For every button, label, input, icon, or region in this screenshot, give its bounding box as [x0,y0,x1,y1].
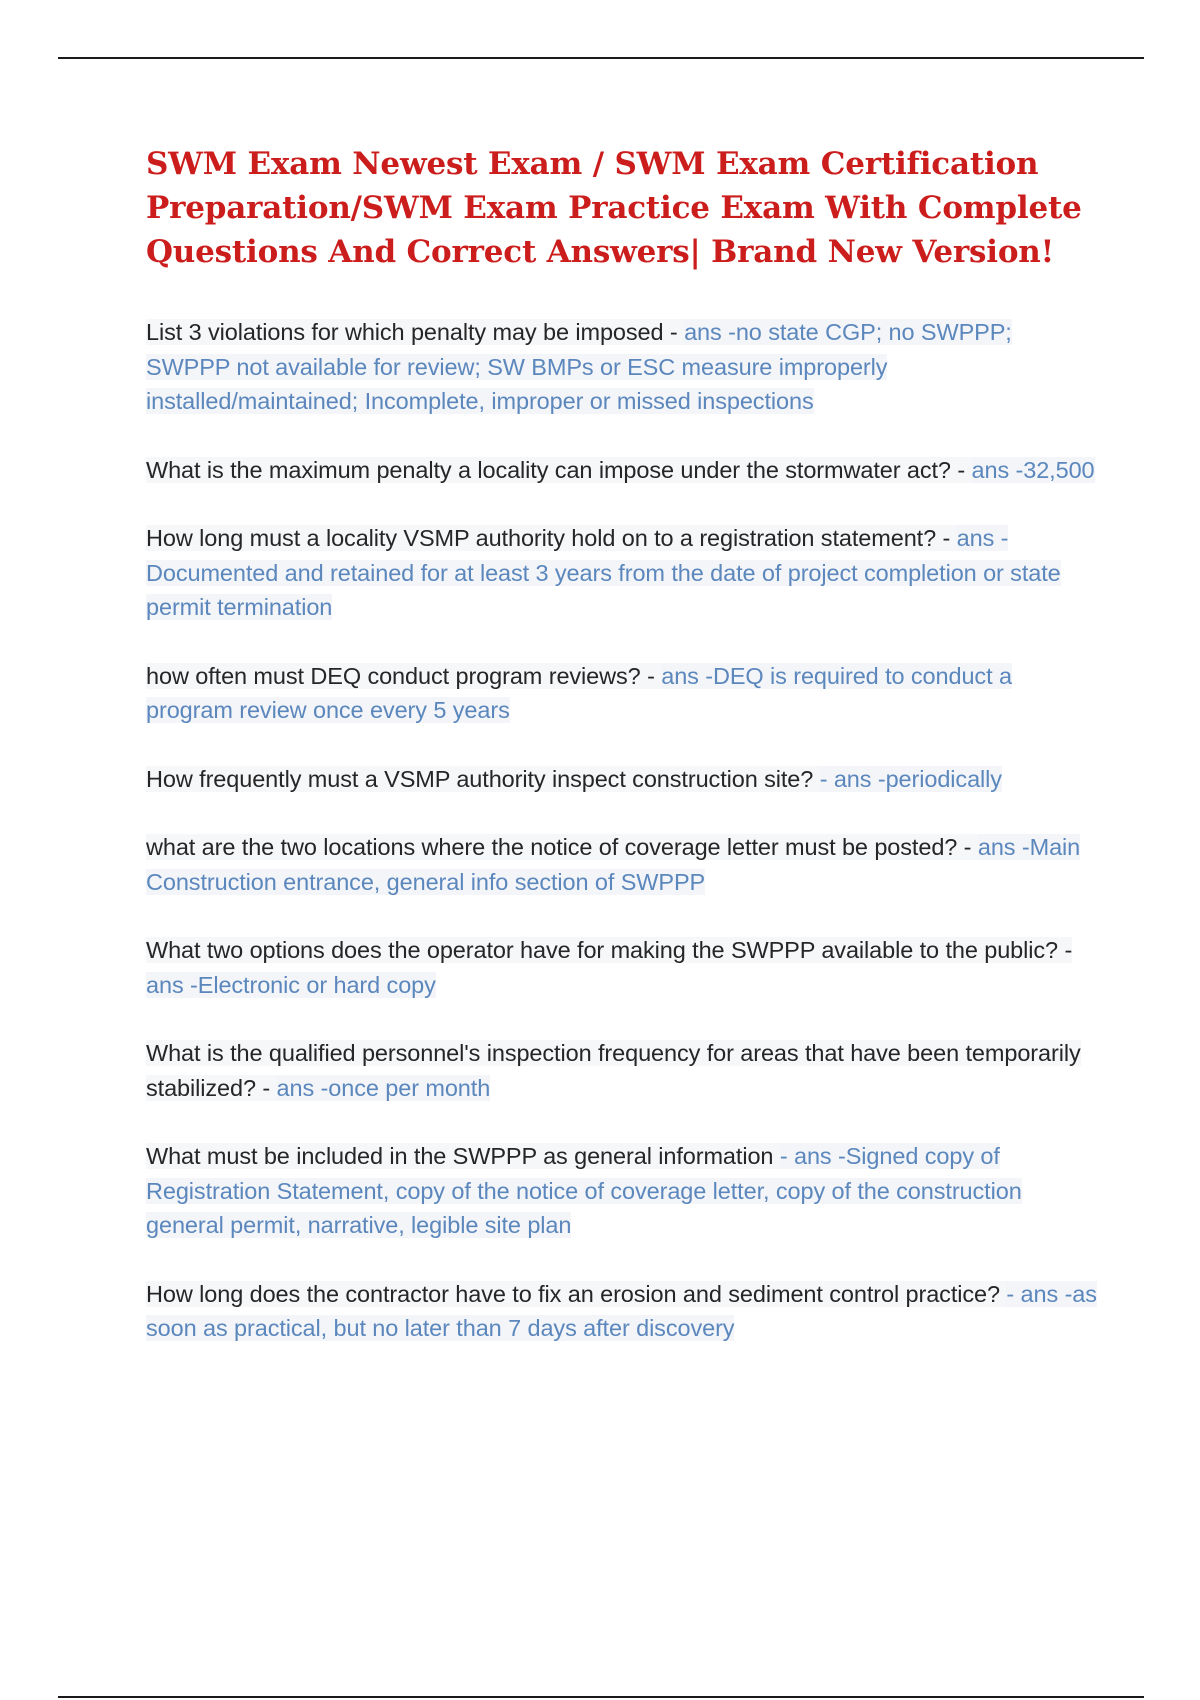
answer-text: ans -DEQ is required to conduct a program review once every 5 years [146,662,1012,723]
header-rule [58,57,1144,59]
answer-text: ans -no state CGP; no SWPPP; SWPPP not available for review; SW BMPs or ESC measure improperly installed/maintained; Incomplete, improper or missed inspections [146,319,1012,414]
question-text: How frequently must a VSMP authority inspect construction site? [146,765,820,792]
qa-item [146,1036,1101,1105]
question-text: How long must a locality VSMP authority hold on to a registration statement? - [146,525,957,551]
qa-item [146,521,1101,625]
document-body [146,142,1101,1380]
qa-item [146,1139,1101,1243]
qa-item [146,453,1101,488]
answer-text: ans -32,500 [971,456,1095,483]
qa-item [146,1277,1101,1346]
answer-text: ans -Electronic or hard copy [146,971,436,998]
question-text: what are the two locations where the notice of coverage letter must be posted? - [146,834,978,860]
qa-item [146,659,1101,728]
question-text: How long does the contractor have to fix an erosion and sediment control practice? [146,1280,1007,1307]
answer-text: ans -Documented and retained for at least 3 years from the date of project completion or state permit termination [146,525,1061,620]
question-text: What must be included in the SWPPP as general information [146,1143,780,1169]
question-text: List 3 violations for which penalty may be imposed - [146,319,685,345]
answer-text: - ans -as soon as practical, but no later than 7 days after discovery [146,1280,1097,1341]
qa-item [146,933,1101,1002]
answer-text: - ans -Signed copy of Registration Statement, copy of the notice of coverage letter, copy of the construction general permit, narrative, legible site plan [146,1143,1022,1238]
document-title: SWM Exam Newest Exam / SWM Exam Certification Preparation/SWM Exam Practice Exam With Complete Questions And Correct Answers| Brand New Version! [146,146,1082,270]
qa-item [146,830,1101,899]
answer-text: ans -once per month [276,1074,491,1101]
qa-item [146,315,1101,419]
question-text: What is the qualified personnel's inspection frequency for areas that have been temporarily stabilized? - [146,1040,1081,1101]
qa-item [146,762,1101,797]
footer-rule [58,1696,1144,1698]
question-text: What two options does the operator have for making the SWPPP available to the public? - [146,937,1073,963]
answer-text: - ans -periodically [819,765,1002,792]
question-text: What is the maximum penalty a locality can impose under the stormwater act? - [146,456,972,483]
answer-text: ans -Main Construction entrance, general info section of SWPPP [146,834,1081,895]
question-text: how often must DEQ conduct program reviews? - [146,662,662,689]
